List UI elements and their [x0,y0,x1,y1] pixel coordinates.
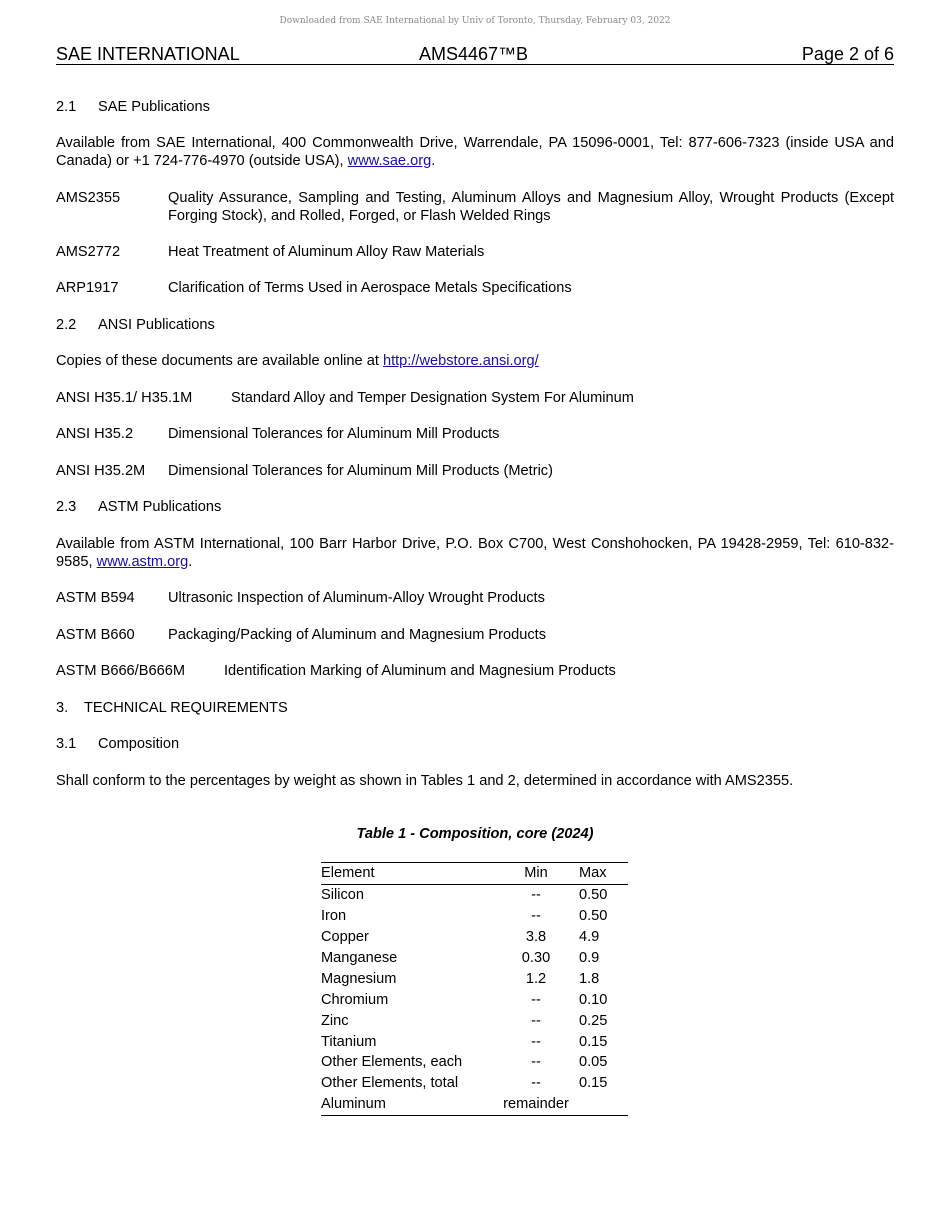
astm-availability: Available from ASTM International, 100 Barr Harbor Drive, P.O. Box C700, West Conshohocken, PA 19428-2959, Tel: 610-832-9585, www.astm.org. [56,536,894,570]
section-2-1-heading [56,98,894,116]
table-row [321,968,628,989]
ansi-availability [56,352,894,370]
table-row [321,1094,628,1115]
header-page-number: Page 2 of 6 [801,44,894,64]
ref-description: Dimensional Tolerances for Aluminum Mill Products [168,426,500,442]
cell-max: 0.25 [579,1012,608,1029]
ref-description: Clarification of Terms Used in Aerospace Metals Specifications [168,280,572,296]
cell-element: Silicon [321,887,364,904]
section-number: 2.2 [56,317,77,333]
header-publisher: SAE INTERNATIONAL [56,44,240,64]
section-number: 2.3 [56,499,77,515]
section-3-heading [56,699,894,717]
cell-min: -- [531,991,541,1008]
cell-element: Chromium [321,991,389,1008]
section-number: 3.1 [56,736,77,752]
section-3-1-heading [56,735,894,753]
section-2-3-heading [56,498,894,516]
table-row [321,1031,628,1052]
ref-description: Quality Assurance, Sampling and Testing, Aluminum Alloys and Magnesium Alloy, Wrought Products (Except Forging Stock), and Rolled, Forged, or Flash Welded Rings [168,190,894,224]
availability-text: Available from SAE International, 400 Commonwealth Drive, Warrendale, PA 15096-0001, Tel: 877-606-7323 (inside USA and Canada) or +1 724-776-4970 (outside USA), [56,135,894,169]
availability-text: Copies of these documents are available online at [56,353,383,369]
col-header-max: Max [579,865,607,882]
cell-max: 0.50 [579,908,608,925]
sae-link[interactable]: www.sae.org [347,153,432,169]
page-header [56,44,894,65]
cell-min: -- [531,1012,541,1029]
ref-code: ANSI H35.1/ H35.1M [56,390,193,406]
cell-element: Zinc [321,1012,349,1029]
col-header-element: Element [321,865,375,882]
ref-code: AMS2355 [56,190,121,206]
cell-element: Copper [321,929,369,946]
ref-code: ASTM B660 [56,627,135,643]
section-2-2-heading [56,316,894,334]
cell-min: -- [531,1054,541,1071]
cell-min: -- [531,1075,541,1092]
cell-element: Titanium [321,1033,377,1050]
availability-text: Available from ASTM International, 100 Barr Harbor Drive, P.O. Box C700, West Conshohocken, PA 19428-2959, Tel: 610-832-9585, [56,536,894,570]
ansi-link[interactable]: http://webstore.ansi.org/ [382,353,539,369]
download-watermark: Downloaded from SAE International by Univ of Toronto, Thursday, February 03, 2022 [279,16,671,26]
table-row [321,1073,628,1094]
cell-max: 4.9 [579,929,600,946]
cell-element: Iron [321,908,347,925]
header-doc-number: AMS4467™B [419,44,529,64]
ref-code: ASTM B666/B666M [56,663,185,679]
table-row [321,1052,628,1073]
cell-max: 0.9 [579,950,600,966]
cell-max: 0.15 [579,1075,608,1092]
cell-element: Other Elements, total [321,1075,459,1092]
table-row [321,948,628,969]
cell-element: Manganese [321,950,398,966]
ref-code: ASTM B594 [56,590,135,606]
cell-min: -- [531,887,541,904]
cell-max: 0.10 [579,991,608,1008]
astm-link[interactable]: www.astm.org [96,554,189,570]
table-row [321,906,628,927]
cell-min: 0.30 [521,950,551,966]
cell-max: 1.8 [579,970,600,987]
table-1-caption: Table 1 - Composition, core (2024) [356,826,594,842]
col-header-min: Min [524,865,548,882]
table-row [321,1010,628,1031]
cell-element: Other Elements, each [321,1054,463,1071]
composition-text: Shall conform to the percentages by weight as shown in Tables 1 and 2, determined in accordance with AMS2355. [56,773,794,789]
ref-row [56,189,894,225]
table-header-row [321,863,628,885]
ref-description: Packaging/Packing of Aluminum and Magnesium Products [168,627,547,643]
section-number: 2.1 [56,99,77,115]
section-title: ASTM Publications [98,499,222,515]
composition-table [321,862,628,1116]
table-row [321,989,628,1010]
ref-code: ANSI H35.2 [56,426,134,442]
cell-min: -- [531,1033,541,1050]
ref-description: Dimensional Tolerances for Aluminum Mill Products (Metric) [168,463,553,479]
cell-element: Aluminum [321,1096,386,1113]
cell-max [571,1094,628,1115]
cell-max: 0.15 [579,1033,608,1050]
section-title: TECHNICAL REQUIREMENTS [84,700,288,716]
cell-max: 0.50 [579,887,608,904]
ref-description: Ultrasonic Inspection of Aluminum-Alloy Wrought Products [168,590,545,606]
cell-element: Magnesium [321,970,397,987]
ref-code: ARP1917 [56,280,119,296]
ref-description: Heat Treatment of Aluminum Alloy Raw Materials [168,244,485,260]
section-number: 3. [56,700,69,716]
cell-min: 3.8 [525,929,547,946]
cell-min: remainder [503,1096,569,1113]
ref-code: ANSI H35.2M [56,463,146,479]
table-row [321,927,628,948]
table-row [321,884,628,905]
cell-min: -- [531,908,541,925]
ref-description: Standard Alloy and Temper Designation System For Aluminum [231,390,634,406]
section-title: Composition [98,736,180,752]
sae-availability: Available from SAE International, 400 Commonwealth Drive, Warrendale, PA 15096-0001, Tel: 877-606-7323 (inside USA and Canada) or +1 724-776-4970 (outside USA), www.sae.org. [56,135,894,169]
section-title: ANSI Publications [98,317,215,333]
cell-min: 1.2 [525,970,547,987]
cell-max: 0.05 [579,1054,608,1071]
section-title: SAE Publications [98,99,210,115]
ref-code: AMS2772 [56,244,121,260]
ref-description: Identification Marking of Aluminum and Magnesium Products [224,663,616,679]
